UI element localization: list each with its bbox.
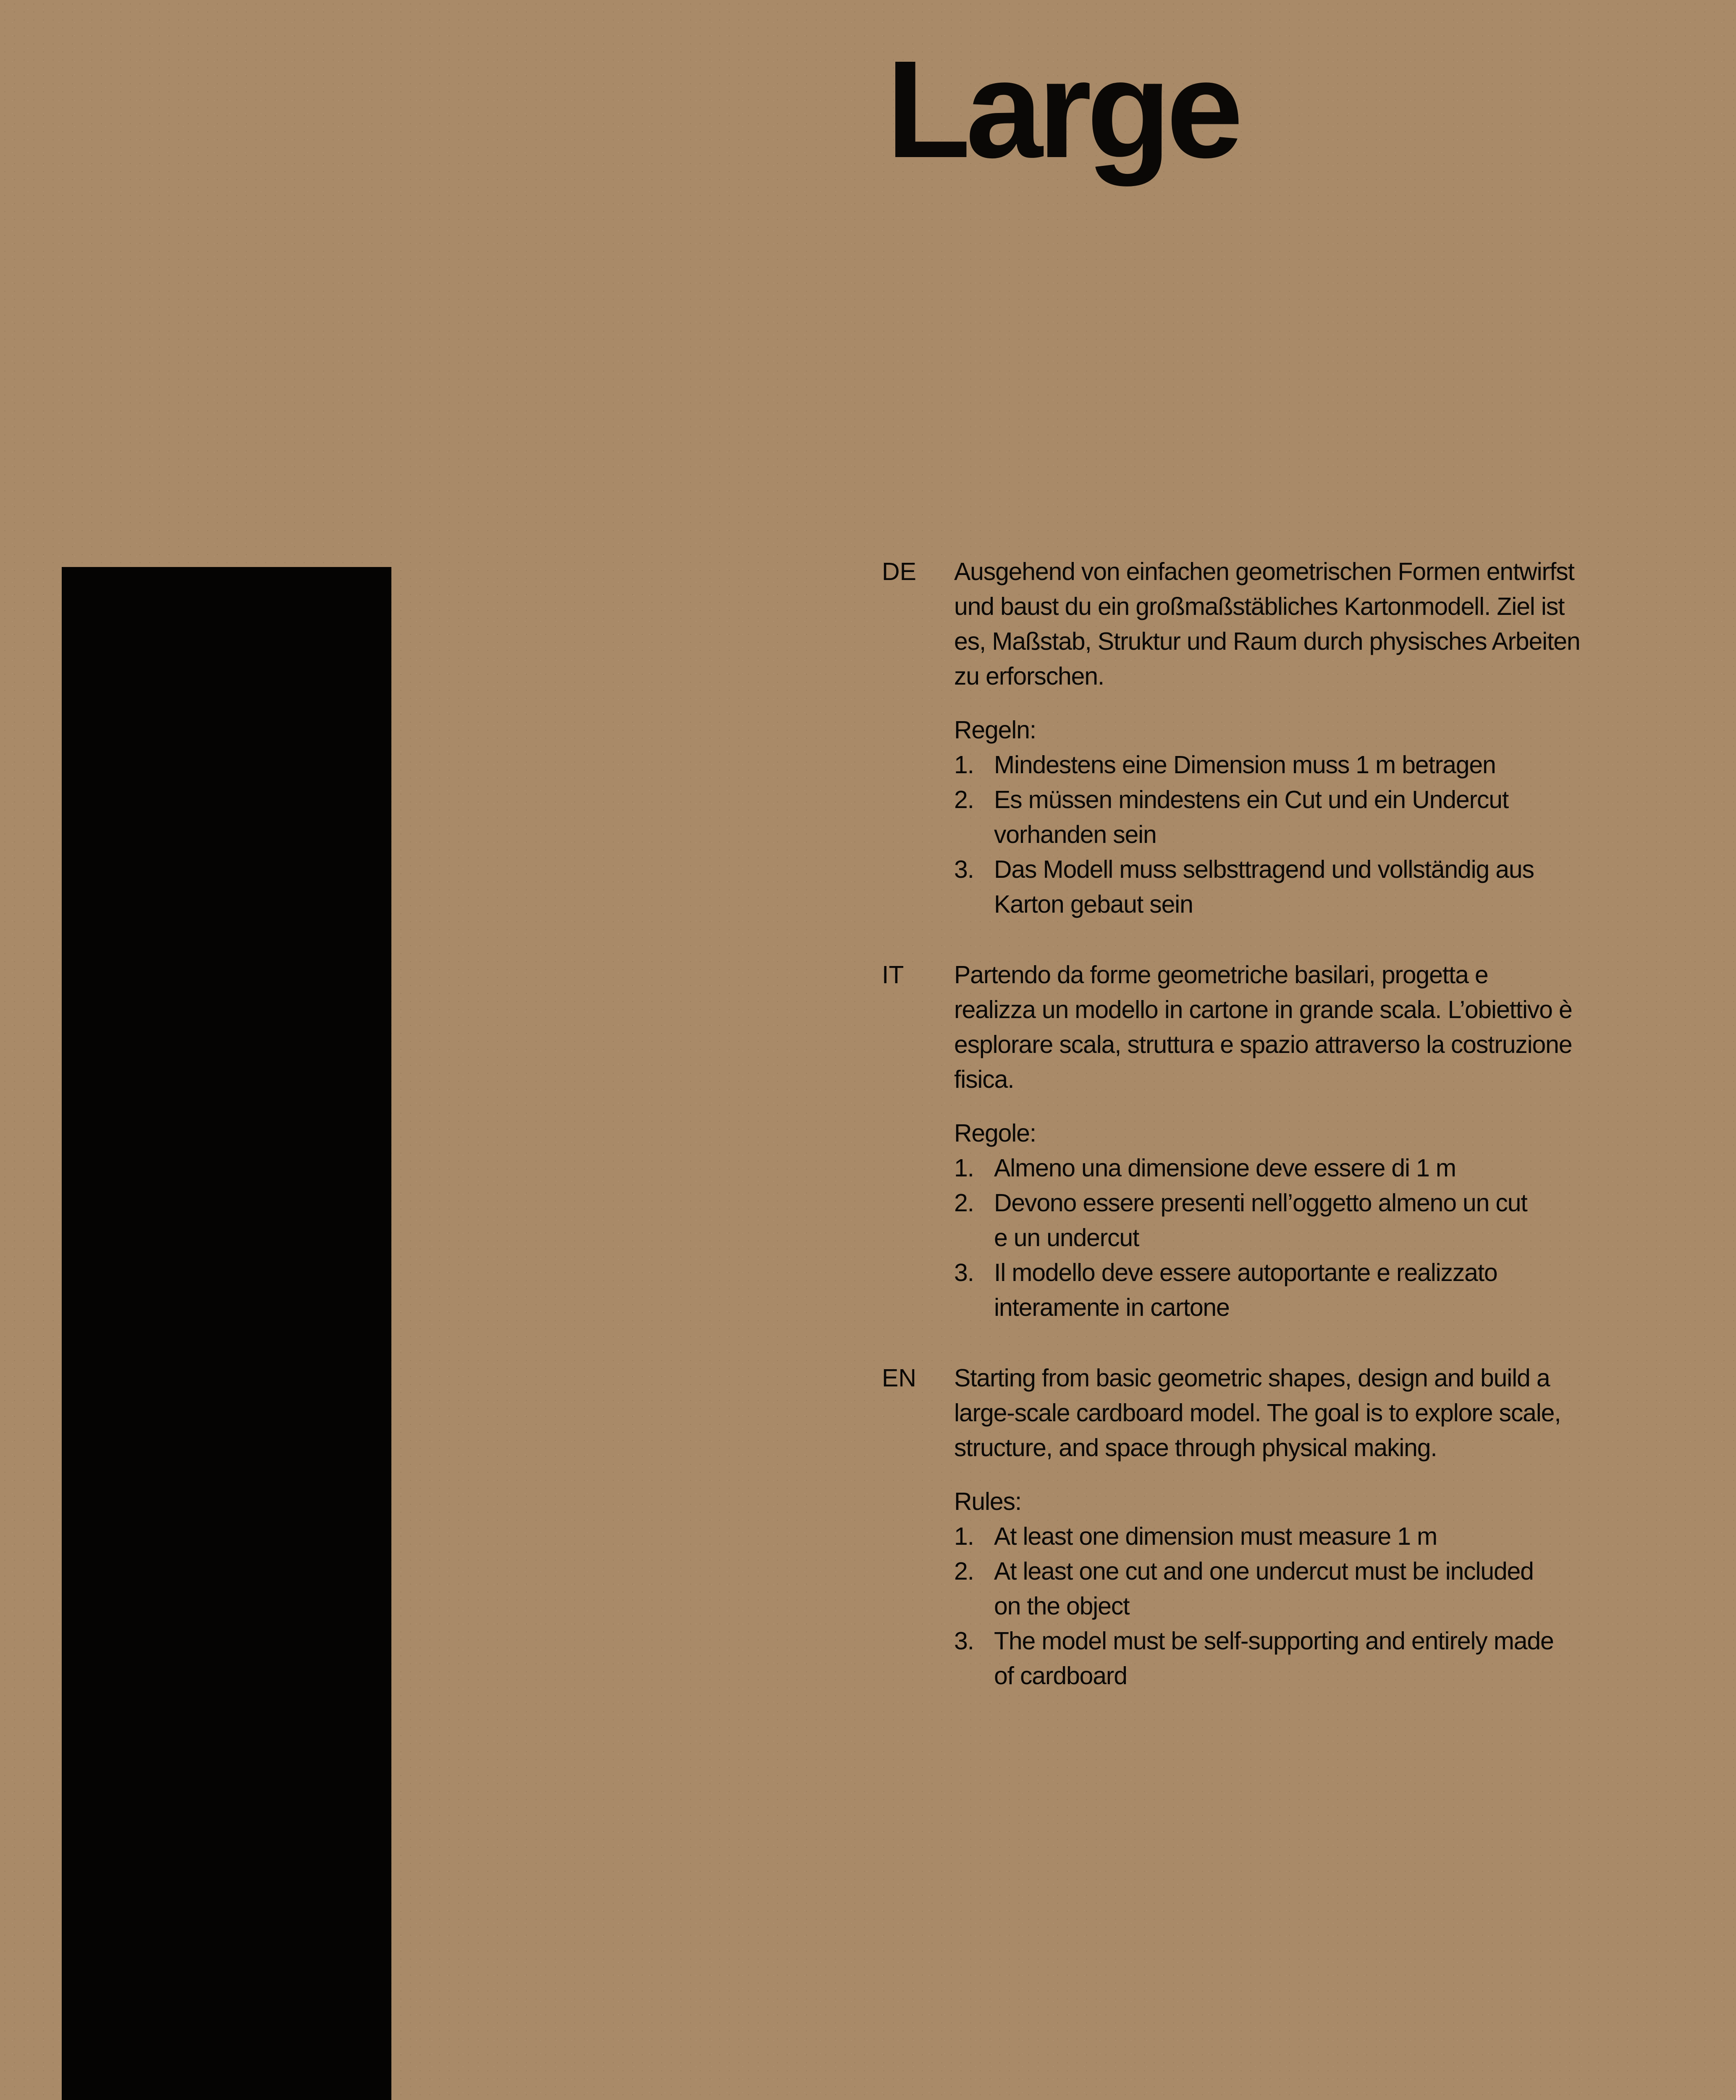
intro-paragraph: Ausgehend von einfachen geometrischen Formen entwirfst und baust du ein großmaßstäbliches Kartonmodell. Ziel ist es, Maßstab, Struktur und Raum durch physisches Arbeiten zu erforschen. [954,558,1580,690]
rules-list [954,748,1689,922]
list-item: 1. Almeno una dimensione deve essere di 1 m [954,1154,1456,1182]
rules-heading: Regeln: [954,716,1036,744]
page-title: Large [886,32,1238,186]
intro-paragraph: Starting from basic geometric shapes, design and build a large-scale cardboard model. The goal is to explore scale, structure, and space through physical making. [954,1364,1561,1462]
list-item: 3. The model must be self-supporting and entirely made of cardboard [954,1627,1554,1690]
list-item: 1. Mindestens eine Dimension muss 1 m betragen [954,751,1496,779]
list-item: 3. Il modello deve essere autoportante e realizzato interamente in cartone [954,1259,1497,1321]
language-code: EN [882,1364,916,1392]
list-item: 2. At least one cut and one undercut must be included on the object [954,1557,1534,1620]
rules-list [954,1519,1689,1693]
rules-heading: Regole: [954,1119,1036,1147]
section-en [882,1361,1688,1693]
rules-list [954,1151,1689,1325]
section-de [882,554,1688,922]
intro-paragraph: Partendo da forme geometriche basilari, progetta e realizza un modello in cartone in grande scala. L’obiettivo è esplorare scala, struttura e spazio attraverso la costruzione fisica. [954,961,1572,1093]
list-item: 2. Es müssen mindestens ein Cut und ein Undercut vorhanden sein [954,786,1509,848]
section-it [882,958,1688,1325]
rules-heading: Rules: [954,1488,1022,1515]
description-text [882,554,1688,1729]
list-item: 2. Devono essere presenti nell’oggetto almeno un cut e un undercut [954,1189,1527,1252]
language-code: DE [882,558,916,585]
list-item: 3. Das Modell muss selbsttragend und vollständig aus Karton gebaut sein [954,856,1534,918]
language-code: IT [882,961,904,989]
list-item: 1. At least one dimension must measure 1 m [954,1522,1437,1550]
